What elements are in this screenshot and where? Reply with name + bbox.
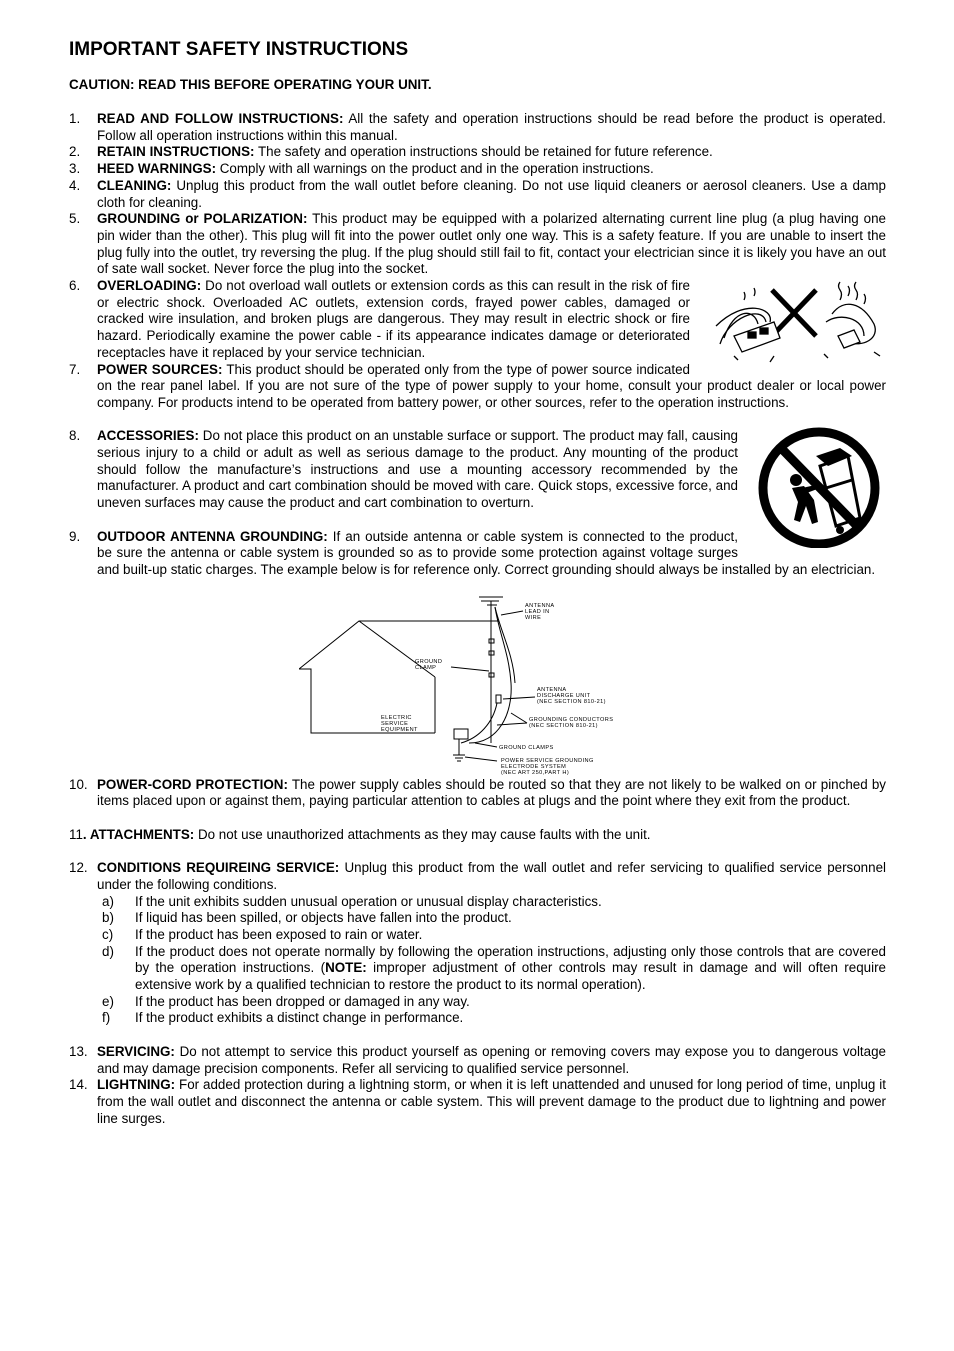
instruction-9 (69, 529, 886, 579)
item-heading: LIGHTNING: (97, 1077, 176, 1093)
item-text: Do not overload wall outlets or extension cords as this can result in the risk of fire or electric shock. Overloaded AC outlets, extension cords, frayed power cables, damaged or cracked wire insulation, and broken plugs are dangerous. They may result in electric shock or fire hazard. Periodically examine the power cable - if its appearance indicates damage or deteriorated receptacles have it replaced by your service technician. (97, 278, 690, 360)
item-heading: HEED WARNINGS: (97, 161, 217, 177)
diagram-label: GROUNDING CONDUCTORS (529, 716, 614, 723)
diagram-label: ELECTRODE SYSTEM (501, 763, 567, 770)
item-number: 12. (69, 860, 88, 876)
condition-a (69, 894, 886, 911)
instruction-4 (69, 178, 886, 211)
condition-letter: a) (102, 893, 114, 909)
item-text: This product should be operated only from the type of power source indicated on the rear panel label. If you are not sure of the type of power supply to your home, consult your product dealer or local power company. For products intend to be operated from battery power, or other sources, refer to the operation instructions. (97, 361, 886, 410)
instruction-8 (69, 428, 886, 512)
instruction-14 (69, 1077, 886, 1127)
item-text: The safety and operation instructions should be retained for future reference. (254, 144, 713, 160)
diagram-label: (NEC SECTION 810-21) (529, 722, 598, 729)
overloaded-outlet-illustration (714, 278, 886, 364)
condition-f (69, 1010, 886, 1027)
instruction-13 (69, 1044, 886, 1077)
svg-text:ANTENNADISCHARGE UNIT(NEC SECT (537, 687, 606, 705)
diagram-label: ANTENNA (525, 602, 555, 609)
note-label: NOTE: (325, 960, 367, 976)
condition-text: If the product does not operate normally by following the operation instructions, adjusting only those controls that are covered by the operation instructions. ( (135, 943, 886, 976)
instruction-6 (69, 278, 886, 362)
diagram-label: LEAD IN (525, 608, 550, 615)
diagram-label: (NEC ART 250,PART H) (501, 769, 570, 776)
diagram-label: EQUIPMENT (381, 726, 418, 733)
instruction-2 (69, 144, 886, 161)
item-text: For added protection during a lightning storm, or when it is left unattended and unused for long period of time, unplug it from the wall outlet and disconnect the antenna or cable system. This will prevent damage to the product due to lightning and power line surges. (97, 1077, 886, 1126)
item-text: Unplug this product from the wall outlet before cleaning. Do not use liquid cleaners or aerosol cleaners. Use a damp cloth for cleaning. (97, 177, 886, 210)
item-heading: CONDITIONS REQUIREING SERVICE: (97, 860, 340, 876)
condition-text: If the product exhibits a distinct change in performance. (135, 1010, 464, 1026)
diagram-label: (NEC SECTION 810-21) (537, 698, 606, 705)
item-number: 14. (69, 1077, 88, 1093)
condition-letter: f) (102, 1010, 111, 1026)
item-text: All the safety and operation instructions should be read before the product is operated. Follow all operation instructions within this manual. (97, 111, 886, 143)
condition-d (69, 944, 886, 994)
instruction-3 (69, 161, 886, 178)
condition-letter: b) (102, 910, 114, 926)
antenna-grounding-diagram (299, 593, 619, 777)
item-heading: OVERLOADING: (97, 278, 202, 294)
item-number: 7. (69, 361, 81, 377)
instruction-5 (69, 211, 886, 278)
condition-c (69, 927, 886, 944)
instruction-12 (69, 860, 886, 893)
condition-text: improper adjustment of other controls may result in damage and will often require extensive work by a qualified technician to restore the product to its normal operation). (135, 960, 886, 993)
item-heading: . ATTACHMENTS: (82, 826, 195, 842)
instruction-7 (69, 362, 886, 412)
item-number: 1. (69, 111, 81, 126)
instruction-1 (69, 111, 886, 144)
diagram-label: ELECTRIC (381, 714, 412, 721)
page-title: IMPORTANT SAFETY INSTRUCTIONS (69, 39, 409, 60)
item-heading: CLEANING: (97, 177, 172, 193)
diagram-label: SERVICE (381, 720, 409, 727)
instruction-10 (69, 777, 886, 810)
item-text: Do not attempt to service this product yourself as opening or removing covers may expose you to dangerous voltage and may damage precision components. Refer all servicing to qualified service personnel. (97, 1043, 886, 1076)
instruction-11 (69, 827, 886, 844)
item-number: 5. (69, 211, 81, 227)
item-text: The power supply cables should be routed so that they are not likely to be walked on or pinched by items placed upon or against them, paying particular attention to cables at plugs and the point where they exit from the product. (97, 776, 887, 809)
diagram-label: POWER SERVICE GROUNDING (501, 757, 594, 764)
item-text: Do not use unauthorized attachments as they may cause faults with the unit. (194, 826, 651, 842)
diagram-label: WIRE (525, 614, 542, 621)
condition-text: If the unit exhibits sudden unusual operation or unusual display characteristics. (135, 893, 602, 909)
svg-text:GROUNDING CONDUCTORS(NEC SECTI (529, 717, 613, 729)
item-text: If an outside antenna or cable system is connected to the product, be sure the antenna or cable system is grounded so as to provide some protection against voltage surges and built-up static charges. The example below is for reference only. Correct grounding should always be installed by an electrician. (97, 528, 876, 577)
condition-e (69, 994, 886, 1011)
item-heading: POWER SOURCES: (97, 361, 223, 377)
item-heading: POWER-CORD PROTECTION: (97, 776, 288, 792)
caution-heading: CAUTION: READ THIS BEFORE OPERATING YOUR UNIT. (69, 77, 432, 92)
item-number: 8. (69, 428, 81, 444)
item-text: This product may be equipped with a polarized alternating current line plug (a plug having one pin wider than the other). This plug will fit into the power outlet only one way. This is a safety feature. If you are unable to insert the plug fully into the outlet, try reversing the plug. If the plug should still fail to fit, contact your electrician since it is likely you have an out of sate wall socket. Never force the plug into the socket. (97, 211, 886, 277)
item-number: 10. (69, 776, 88, 792)
svg-text:ELECTRICSERVICEEQUIPMENT (381, 715, 418, 733)
condition-b (69, 910, 886, 927)
item-heading: ACCESSORIES: (97, 428, 199, 444)
diagram-label: GROUND CLAMPS (499, 744, 554, 751)
condition-text: If the product has been exposed to rain or water. (135, 926, 423, 942)
svg-text:ANTENNALEAD INWIRE (525, 603, 555, 621)
item-heading: OUTDOOR ANTENNA GROUNDING: (97, 528, 328, 544)
condition-letter: c) (102, 926, 114, 942)
condition-text: If liquid has been spilled, or objects have fallen into the product. (135, 910, 512, 926)
condition-text: If the product has been dropped or damaged in any way. (135, 993, 470, 1009)
item-number: 11 (69, 826, 83, 842)
diagram-label: CLAMP (415, 664, 437, 671)
item-heading: RETAIN INSTRUCTIONS: (97, 144, 255, 160)
item-text: Do not place this product on an unstable surface or support. The product may fall, causing serious injury to a child or adult as well as serious damage to the product. Any mounting of the product should follow the manufacture’s instructions and use a mounting accessory recommended by the manufacturer. A product and cart combination should be moved with care. Quick stops, excessive force, and uneven surfaces may cause the product and cart combination to overturn. (97, 428, 738, 511)
item-number: 9. (69, 528, 81, 544)
item-number: 2. (69, 144, 81, 160)
item-heading: GROUNDING or POLARIZATION: (97, 211, 308, 227)
svg-text:POWER SERVICE GROUNDINGELECTRO (501, 758, 594, 776)
item-number: 13. (69, 1043, 88, 1059)
diagram-label: ANTENNA (537, 686, 567, 693)
item-text: Comply with all warnings on the product and in the operation instructions. (216, 161, 654, 177)
diagram-label: GROUND (415, 658, 443, 665)
item-number: 4. (69, 177, 81, 193)
condition-letter: d) (102, 943, 114, 959)
svg-text:GROUNDCLAMP (415, 659, 442, 671)
item-heading: READ AND FOLLOW INSTRUCTIONS: (97, 111, 344, 126)
instructions-list (69, 111, 886, 1127)
item-number: 3. (69, 161, 81, 177)
item-heading: SERVICING: (97, 1043, 175, 1059)
item-number: 6. (69, 278, 81, 294)
item-text: Unplug this product from the wall outlet and refer servicing to qualified service personnel under the following conditions. (97, 860, 887, 892)
diagram-label: DISCHARGE UNIT (537, 692, 591, 699)
condition-letter: e) (102, 993, 114, 1009)
